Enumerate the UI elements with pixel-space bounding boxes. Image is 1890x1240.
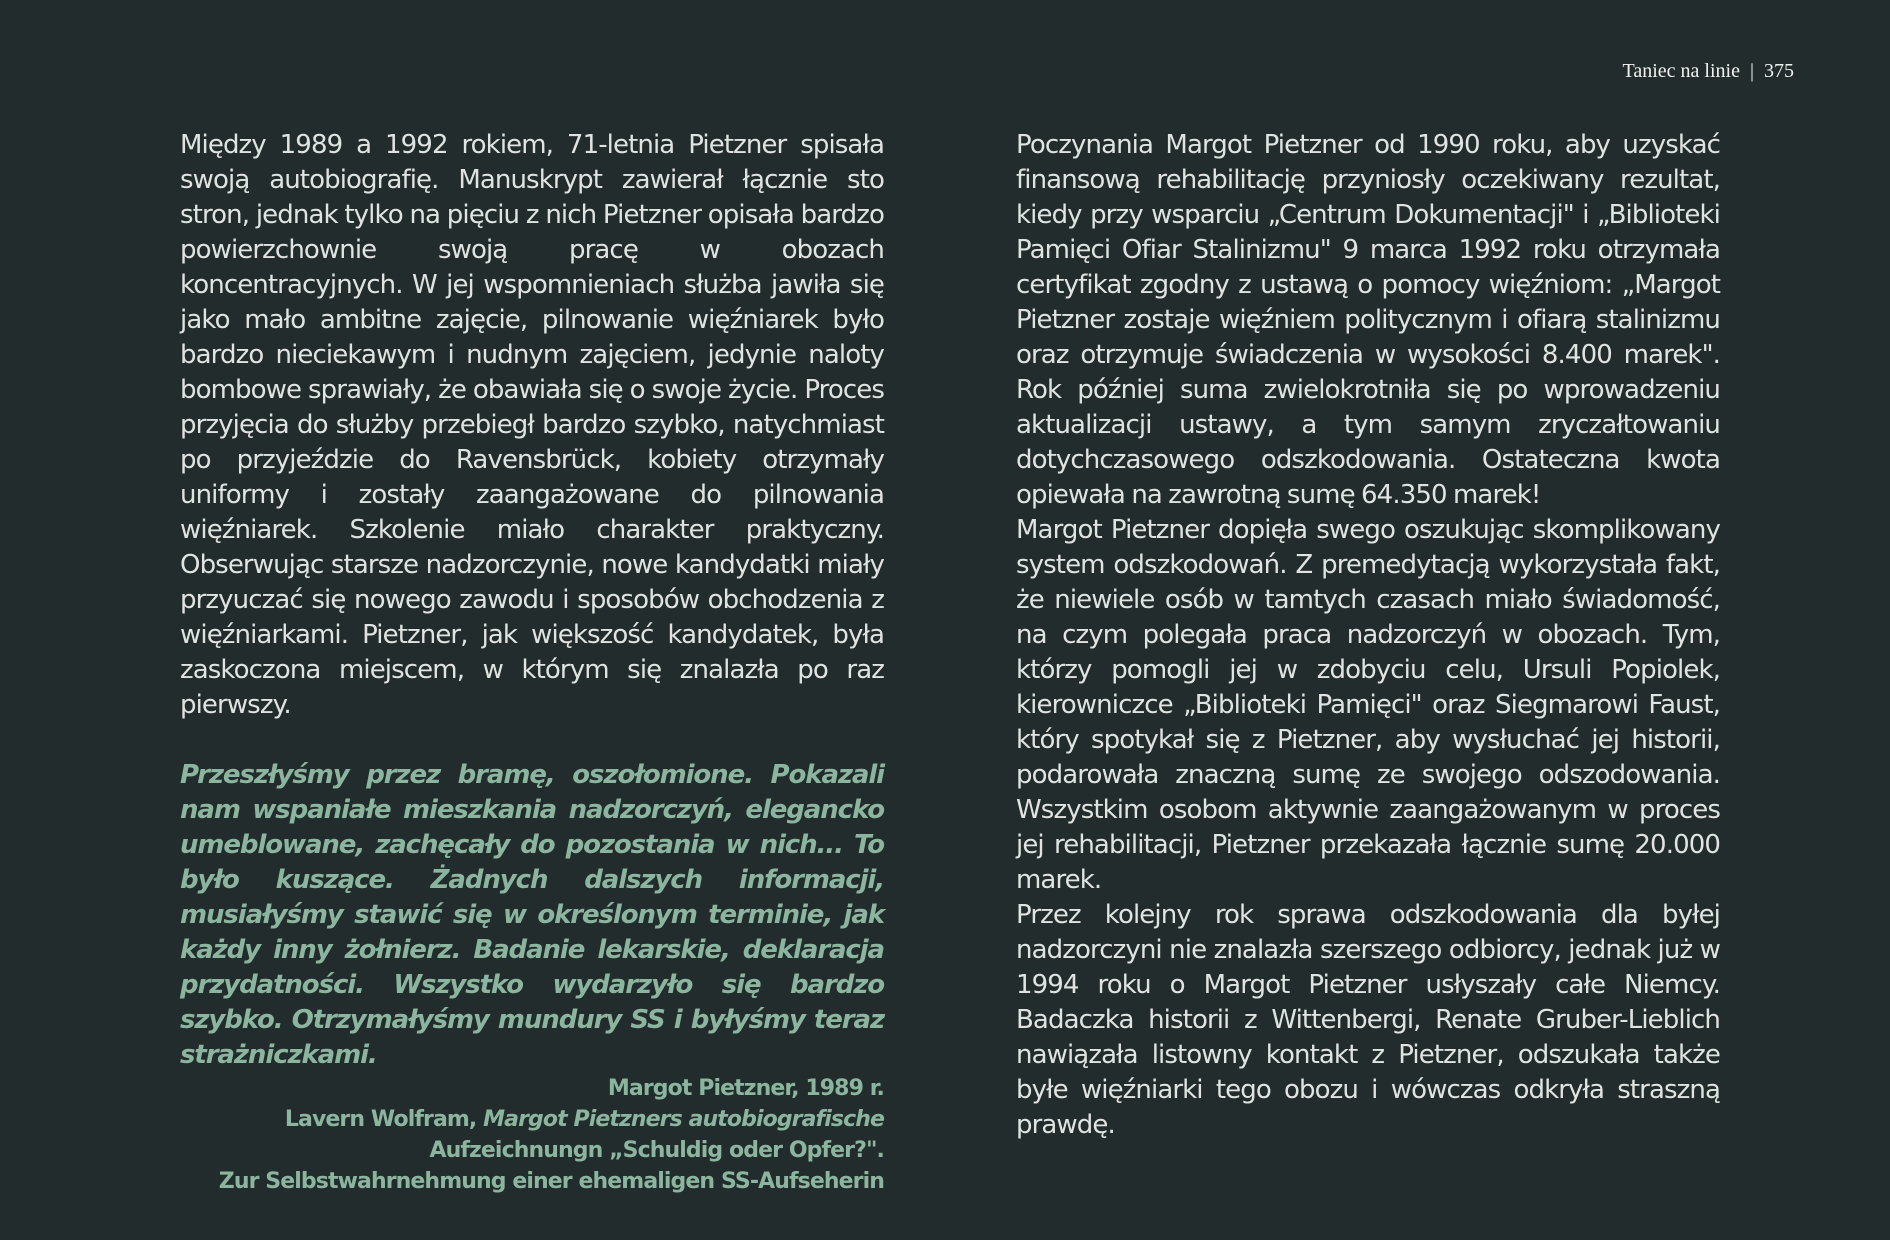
header-title: Taniec na linie (1622, 60, 1740, 82)
citation-source-title-3: Zur Selbstwahrnehmung einer ehemaligen SS-Aufseherin (218, 1169, 884, 1194)
left-column (180, 128, 884, 1197)
quote-citation (180, 1073, 884, 1197)
right-column (1016, 128, 1720, 1143)
citation-author-line: Margot Pietzner, 1989 r. (607, 1076, 884, 1101)
right-paragraph-2: Margot Pietzner dopięła swego oszukując skomplikowany system odszkodowań. Z premedytacją wykorzystała fakt, że niewiele osób w tamtych czasach miało świadomość, na czym polegała praca nadzorczyń w obozach. Tym, którzy pomogli jej w zdobyciu celu, Ursuli Popiolek, kierowniczce „Biblioteki Pamięci" oraz Siegmarowi Faust, który spotykał się z Pietzner, aby wysłuchać jej historii, podarowała znaczną sumę ze swojego odszodowania. Wszystkim osobom aktywnie zaangażowanym w proces jej rehabilitacji, Pietzner przekazała łącznie sumę 20.000 marek. (1016, 515, 1720, 895)
citation-source-line-1 (180, 1104, 884, 1135)
citation-source-title-1: Margot Pietzners autobiografische (483, 1107, 884, 1132)
citation-source-author: Lavern Wolfram, (284, 1107, 477, 1132)
autobiography-quote: Przeszłyśmy przez bramę, oszołomione. Pokazali nam wspaniałe mieszkania nadzorczyń, elegancko umeblowane, zachęcały do pozostania w nich... To było kuszące. Żadnych dalszych informacji, musiałyśmy stawić się w określonym terminie, jak każdy inny żołnierz. Badanie lekarskie, deklaracja przydatności. Wszystko wydarzyło się bardzo szybko. Otrzymałyśmy mundury SS i byłyśmy teraz strażniczkami. (180, 760, 884, 1070)
citation-source-title-2: Aufzeichnungn „Schuldig oder Opfer?". (429, 1138, 884, 1163)
left-paragraph: Między 1989 a 1992 rokiem, 71-letnia Pietzner spisała swoją autobiografię. Manuskrypt zawierał łącznie sto stron, jednak tylko na pięciu z nich Pietzner opisała bardzo powierzchownie swoją pracę w obozach koncentracyjnych. W jej wspomnieniach służba jawiła się jako mało ambitne zajęcie, pilnowanie więźniarek było bardzo nieciekawym i nudnym zajęciem, jedynie naloty bombowe sprawiały, że obawiała się o swoje życie. Proces przyjęcia do służby przebiegł bardzo szybko, natychmiast po przyjeździe do Ravensbrück, kobiety otrzymały uniformy i zostały zaangażowane do pilnowania więźniarek. Szkolenie miało charakter praktyczny. Obserwując starsze nadzorczynie, nowe kandydatki miały przyuczać się nowego zawodu i sposobów obchodzenia z więźniarkami. Pietzner, jak większość kandydatek, była zaskoczona miejscem, w którym się znalazła po raz pierwszy. (180, 130, 884, 720)
running-header (1623, 60, 1794, 83)
page-number: 375 (1764, 60, 1794, 82)
right-paragraph-1: Poczynania Margot Pietzner od 1990 roku, aby uzyskać finansową rehabilitację przyniosły oczekiwany rezultat, kiedy przy wsparciu „Centrum Dokumentacji" i „Biblioteki Pamięci Ofiar Stalinizmu" 9 marca 1992 roku otrzymała certyfikat zgodny z ustawą o pomocy więźniom: „Margot Pietzner zostaje więźniem politycznym i ofiarą stalinizmu oraz otrzymuje świadczenia w wysokości 8.400 marek". Rok później suma zwielokrotniła się po wprowadzeniu aktualizacji ustawy, a tym samym zryczałtowaniu dotychczasowego odszkodowania. Ostateczna kwota opiewała na zawrotną sumę 64.350 marek! (1016, 130, 1720, 510)
header-separator: | (1749, 60, 1754, 82)
right-paragraph-3: Przez kolejny rok sprawa odszkodowania dla byłej nadzorczyni nie znalazła szerszego odbiorcy, jednak już w 1994 roku o Margot Pietzner usłyszały całe Niemcy. Badaczka historii z Wittenbergi, Renate Gruber-Lieblich nawiązała listowny kontakt z Pietzner, odszukała także byłe więźniarki tego obozu i wówczas odkryła straszną prawdę. (1016, 900, 1720, 1140)
